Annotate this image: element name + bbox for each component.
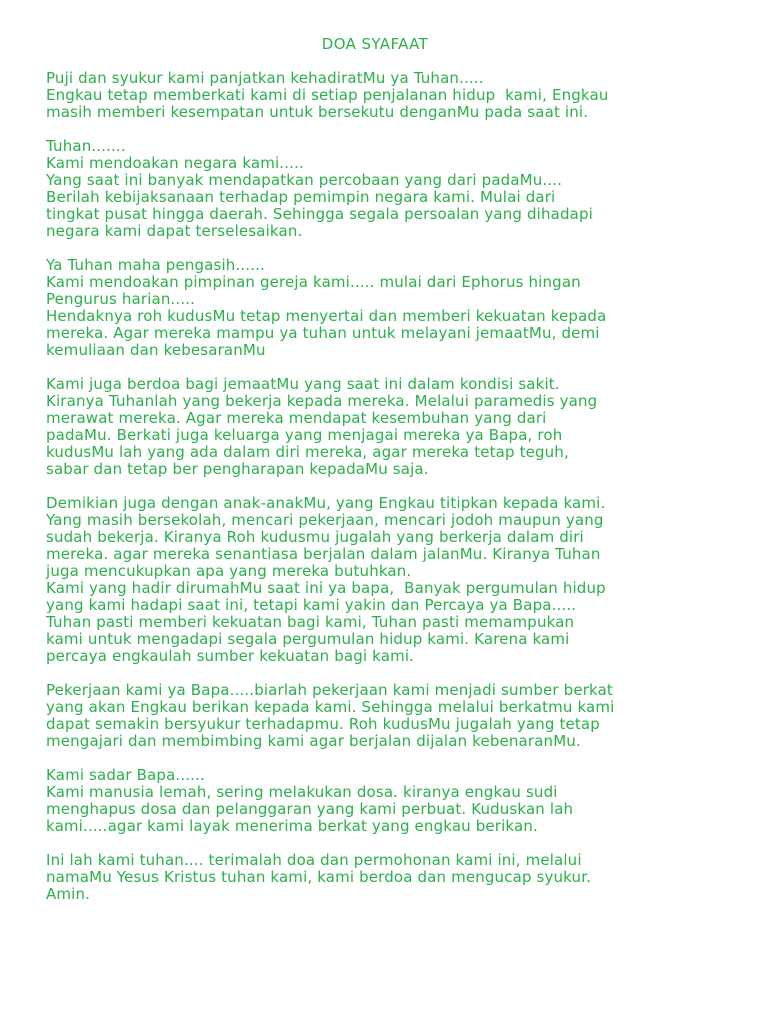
text-line: mereka. agar mereka senantiasa berjalan dalam jalanMu. Kiranya Tuhan xyxy=(46,545,601,563)
paragraph xyxy=(46,852,736,903)
text-line: Kami mendoakan negara kami..... xyxy=(46,154,304,172)
text-line: kudusMu lah yang ada dalam diri mereka, agar mereka tetap teguh, xyxy=(46,443,569,461)
text-line: menghapus dosa dan pelanggaran yang kami perbuat. Kuduskan lah xyxy=(46,800,574,818)
text-line: Yang masih bersekolah, mencari pekerjaan, mencari jodoh maupun yang xyxy=(46,511,604,529)
text-line: dapat semakin bersyukur terhadapmu. Roh kudusMu jugalah yang tetap xyxy=(46,715,600,733)
text-line: sudah bekerja. Kiranya Roh kudusmu jugalah yang berkerja dalam diri xyxy=(46,528,584,546)
paragraph xyxy=(46,70,736,121)
prayer-document xyxy=(46,36,736,920)
text-line: namaMu Yesus Kristus tuhan kami, kami berdoa dan mengucap syukur. xyxy=(46,868,592,886)
text-line: Ya Tuhan maha pengasih...... xyxy=(46,256,265,274)
paragraph xyxy=(46,257,736,359)
text-line: kami untuk mengadapi segala pergumulan hidup kami. Karena kami xyxy=(46,630,570,648)
text-line: Kami juga berdoa bagi jemaatMu yang saat ini dalam kondisi sakit. xyxy=(46,375,560,393)
paragraph xyxy=(46,767,736,835)
text-line: Ini lah kami tuhan.... terimalah doa dan permohonan kami ini, melalui xyxy=(46,851,582,869)
text-line: negara kami dapat terselesaikan. xyxy=(46,222,303,240)
paragraph xyxy=(46,376,736,478)
text-line: Kami sadar Bapa...... xyxy=(46,766,205,784)
text-line: Hendaknya roh kudusMu tetap menyertai dan memberi kekuatan kepada xyxy=(46,307,607,325)
document-title: DOA SYAFAAT xyxy=(321,35,429,53)
text-line: Pekerjaan kami ya Bapa.....biarlah pekerjaan kami menjadi sumber berkat xyxy=(46,681,613,699)
text-line: Berilah kebijaksanaan terhadap pemimpin negara kami. Mulai dari xyxy=(46,188,556,206)
text-line: mereka. Agar mereka mampu ya tuhan untuk melayani jemaatMu, demi xyxy=(46,324,600,342)
text-line: mengajari dan membimbing kami agar berjalan dijalan kebenaranMu. xyxy=(46,732,581,750)
text-line: Kami yang hadir dirumahMu saat ini ya bapa, Banyak pergumulan hidup xyxy=(46,579,606,597)
text-line: Yang saat ini banyak mendapatkan percobaan yang dari padaMu.... xyxy=(46,171,563,189)
text-line: Tuhan....... xyxy=(46,137,126,155)
paragraph xyxy=(46,682,736,750)
text-line: kemuliaan dan kebesaranMu xyxy=(46,341,266,359)
text-line: tingkat pusat hingga daerah. Sehingga segala persoalan yang dihadapi xyxy=(46,205,593,223)
text-line: kami.....agar kami layak menerima berkat yang engkau berikan. xyxy=(46,817,538,835)
paragraph xyxy=(46,495,736,665)
text-line: Pengurus harian..... xyxy=(46,290,196,308)
text-line: Engkau tetap memberkati kami di setiap penjalanan hidup kami, Engkau xyxy=(46,86,609,104)
text-line: Tuhan pasti memberi kekuatan bagi kami, Tuhan pasti memampukan xyxy=(46,613,575,631)
text-line: Amin. xyxy=(46,885,91,903)
text-line: Kami manusia lemah, sering melakukan dosa. kiranya engkau sudi xyxy=(46,783,558,801)
text-line: yang akan Engkau berikan kepada kami. Sehingga melalui berkatmu kami xyxy=(46,698,615,716)
text-line: masih memberi kesempatan untuk bersekutu denganMu pada saat ini. xyxy=(46,103,589,121)
document-body xyxy=(46,70,736,903)
text-line: padaMu. Berkati juga keluarga yang menjagai mereka ya Bapa, roh xyxy=(46,426,563,444)
paragraph xyxy=(46,138,736,240)
text-line: juga mencukupkan apa yang mereka butuhkan. xyxy=(46,562,412,580)
text-line: yang kami hadapi saat ini, tetapi kami yakin dan Percaya ya Bapa..... xyxy=(46,596,577,614)
text-line: Kami mendoakan pimpinan gereja kami..... mulai dari Ephorus hingan xyxy=(46,273,581,291)
text-line: Demikian juga dengan anak-anakMu, yang Engkau titipkan kepada kami. xyxy=(46,494,606,512)
text-line: sabar dan tetap ber pengharapan kepadaMu saja. xyxy=(46,460,429,478)
text-line: merawat mereka. Agar mereka mendapat kesembuhan yang dari xyxy=(46,409,547,427)
text-line: Puji dan syukur kami panjatkan kehadiratMu ya Tuhan..... xyxy=(46,69,484,87)
text-line: percaya engkaulah sumber kekuatan bagi kami. xyxy=(46,647,415,665)
text-line: Kiranya Tuhanlah yang bekerja kepada mereka. Melalui paramedis yang xyxy=(46,392,598,410)
